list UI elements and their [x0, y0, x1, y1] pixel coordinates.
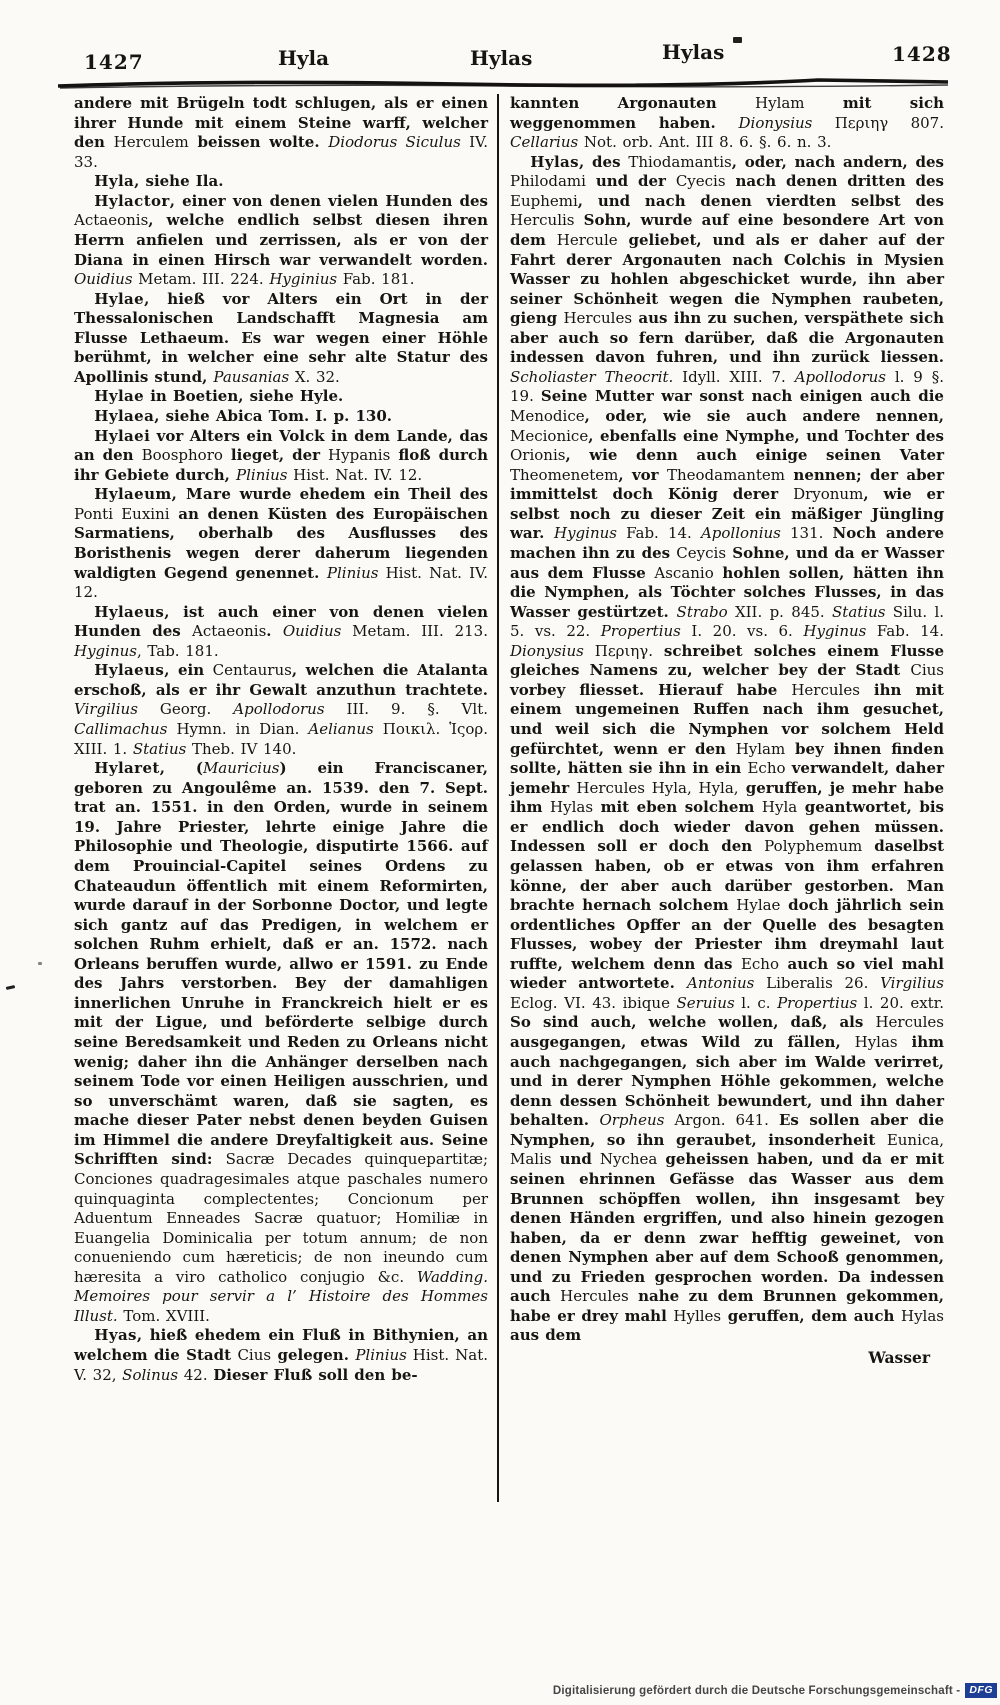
- entry-paragraph: Hylactor, einer von denen vielen Hunden des Actaeonis, welche endlich selbst diesen ihren Herrn anfielen und zerrissen, als er von der Diana in einen Hirsch war verwandelt worden. Ouidius Metam. III. 224. Hyginius Fab. 181.: [74, 191, 488, 289]
- entry-paragraph: Hylae in Boetien, siehe Hyle.: [94, 387, 344, 406]
- running-title-hylas-left: Hylas: [470, 46, 533, 70]
- scan-speck: [38, 962, 42, 965]
- entry-paragraph: Hylaea, siehe Abica Tom. I. p. 130.: [94, 407, 393, 425]
- column-1428: [499, 94, 944, 1502]
- running-head: [0, 40, 1000, 78]
- scan-speck: [6, 985, 15, 990]
- running-title-hylas-right: Hylas: [662, 40, 725, 64]
- entry-paragraph: kannten Argonauten Hylam mit sich weggenommen haben. Dionysius Περιηγ 807. Cellarius Not. orb. Ant. III 8. 6. §. 6. n. 3.: [510, 94, 944, 152]
- entry-paragraph: Hylaeum, Mare wurde ehedem ein Theil des Ponti Euxini an denen Küsten des Europäischen Sarmatiens, oberhalb des Ausflusses des Boristhenis wegen derer daherum liegenden waldigten Gegend genennet. Plinius Hist. Nat. IV. 12.: [74, 485, 488, 602]
- page-number-right: 1428: [892, 42, 952, 66]
- entry-paragraph: Hylaeus, ist auch einer von denen vielen Hunden des Actaeonis. Ouidius Metam. III. 213. Hyginus, Tab. 181.: [74, 602, 488, 660]
- column-1427: [74, 94, 497, 1502]
- page-number-left: 1427: [84, 50, 144, 74]
- dfg-logo: DFG: [965, 1683, 997, 1698]
- running-title-hyla: Hyla: [278, 46, 330, 70]
- entry-paragraph: Hylaei vor Alters ein Volck in dem Lande, das an den Boosphoro lieget, der Hypanis floß durch ihr Gebiete durch, Plinius Hist. Nat. IV. 12.: [74, 426, 489, 484]
- credit-text: Digitalisierung gefördert durch die Deutsche Forschungsgemeinschaft -: [552, 1684, 961, 1697]
- entry-paragraph: andere mit Brügeln todt schlugen, als er einen ihrer Hunde mit einem Steine warff, welcher den Herculem beissen wolte. Diodorus Siculus IV. 33.: [74, 94, 489, 171]
- digitization-credit: [553, 1683, 997, 1698]
- entry-paragraph: Hyla, siehe Ila.: [94, 172, 224, 191]
- catchword: Wasser: [868, 1348, 930, 1367]
- scan-speck: [733, 37, 742, 43]
- entry-paragraph: Hyas, hieß ehedem ein Fluß in Bithynien, an welchem die Stadt Cius gelegen. Plinius Hist. Nat. V. 32, Solinus 42. Dieser Fluß soll den be-: [74, 1326, 488, 1384]
- entry-paragraph: Hylaeus, ein Centaurus, welchen die Atalanta erschoß, als er ihr Gewalt anzuthun trachtete. Virgilius Georg. Apollodorus III. 9. §. Vlt. Callimachus Hymn. in Dian. Aelianus Ποικιλ. Ἱςορ. XIII. 1. Statius Theb. IV 140.: [74, 661, 488, 758]
- entry-paragraph: Hylae, hieß vor Alters ein Ort in der Thessalonischen Landschafft Magnesia am Flusse Lethaeum. Es war wegen einer Höhle berühmt, in welcher eine sehr alte Statur des Apollinis stund, Pausanias X. 32.: [74, 289, 488, 386]
- entry-paragraph: Hylaret, (Mauricius) ein Franciscaner, geboren zu Angoulême an. 1539. den 7. Sept. trat an. 1551. in den Orden, wurde in seinem 19. Jahre Priester, lehrte einige Jahre die Philosophie und Theologie, disputirte 1566. auf dem Prouincial-Capitel seines Ordens zu Chateaudun öffentlich mit einem Reformirten, wurde darauf in der Sorbonne Doctor, und legte sich gantz auf das Predigen, in welchem er solchen Ruhm erhielt, daß er an. 1572. nach Orleans beruffen wurde, allwo er 1591. zu Ende des Jahrs verstorben. Bey der damahligen innerlichen Unruhe in Franckreich hielt er es mit der Ligue, und beförderte selbige durch seine Beredsamkeit und Reden zu Orleans nicht wenig; daher ihn die Anhänger derselben nach seinem Tode vor einen Heiligen ausschrien, und so unverschämt waren, daß sie sagten, es mache dieser Pater nebst denen beyden Guisen im Himmel die andere Dreyfaltigkeit aus. Seine Schrifften sind: Sacræ Decades quinquepartitæ; Conciones quadragesimales atque paschales numero quinquaginta complectentes; Concionum per Aduentum Enneades Sacræ quatuor; Homiliæ in Euangelia Dominicalia per totum annum; de non conueniendo cum hæreticis; de non ineundo cum hæresita a viro catholico conjugio &c. Wadding. Memoires pour servir a l’ Histoire des Hommes Illust. Tom. XVIII.: [74, 759, 488, 1325]
- entry-paragraph: Hylas, des Thiodamantis, oder, nach andern, des Philodami und der Cyecis nach denen dritten des Euphemi, und nach denen vierdten selbst des Herculis Sohn, wurde auf eine besondere Art von dem Hercule geliebet, und als er daher auf der Fahrt derer Argonauten nach Colchis in Mysien Wasser zu hohlen abgeschicket wurde, ihn aber seiner Schönheit wegen die Nymphen raubeten, gieng Hercules aus ihn zu suchen, verspäthete sich aber auch so fern darüber, daß die Argonauten indessen davon fuhren, und ihn zurück liessen. Scholiaster Theocrit. Idyll. XIII. 7. Apollodorus l. 9 §. 19. Seine Mutter war sonst nach einigen auch die Menodice, oder, wie sie auch andere nennen, Mecionice, ebenfalls eine Nymphe, und Tochter des Orionis, wie denn auch einige seinen Vater Theomenetem, vor Theodamantem nennen; der aber immittelst doch König derer Dryonum, wie er selbst noch zu dieser Zeit ein mäßiger Jüngling war. Hyginus Fab. 14. Apollonius 131. Noch andere machen ihn zu des Ceycis Sohne, und da er Wasser aus dem Flusse Ascanio hohlen sollen, hätten ihn die Nymphen, als Töchter solches Flusses, in das Wasser gestürtzet. Strabo XII. p. 845. Statius Silu. l. 5. vs. 22. Propertius I. 20. vs. 6. Hyginus Fab. 14. Dionysius Περιηγ. schreibet solches einem Flusse gleiches Namens zu, welcher bey der Stadt Cius vorbey fliesset. Hierauf habe Hercules ihn mit einem ungemeinen Ruffen nach ihm gesuchet, und weil sich die Nymphen vor solchem Held gefürchtet, wenn er den Hylam bey ihnen finden sollte, hätten sie ihn in ein Echo verwandelt, daher jemehr Hercules Hyla, Hyla, geruffen, je mehr habe ihm Hylas mit eben solchem Hyla geantwortet, bis er endlich doch wieder davon gehen müssen. Indessen soll er doch den Polyphemum daselbst gelassen haben, ob er etwas von ihm erfahren könne, der aber auch darüber gestorben. Man brachte hernach solchem Hylae doch jährlich sein ordentliches Opffer an der Quelle des besagten Flusses, wobey der Priester ihm dreymahl laut ruffte, welchem denn das Echo auch so viel mahl wieder antwortete. Antonius Liberalis 26. Virgilius Eclog. VI. 43. ibique Seruius l. c. Propertius l. 20. extr. So sind auch, welche wollen, daß, als Hercules ausgegangen, etwas Wild zu fällen, Hylas ihm auch nachgegangen, sich aber im Walde verirret, und in derer Nymphen Höhle gekommen, welche denn dessen Schönheit bewundert, und ihn daher behalten. Orpheus Argon. 641. Es sollen aber die Nymphen, so ihn geraubet, insonderheit Eunica, Malis und Nychea geheissen haben, und da er mit seinen ehrinnen Gefässe das Wasser aus dem Brunnen schöpffen wollen, ihn insgesamt bey denen Händen ergriffen, und also hinein gezogen haben, da er denn zwar hefftig geweinet, von denen Nymphen aber auf dem Schooß genommen, und zu Frieden gesprochen worden. Da indessen auch Hercules nahe zu dem Brunnen gekommen, habe er drey mahl Hylles geruffen, dem auch Hylas aus dem: [510, 152, 945, 1345]
- header-rule: [58, 76, 948, 90]
- page-body: [74, 94, 946, 1502]
